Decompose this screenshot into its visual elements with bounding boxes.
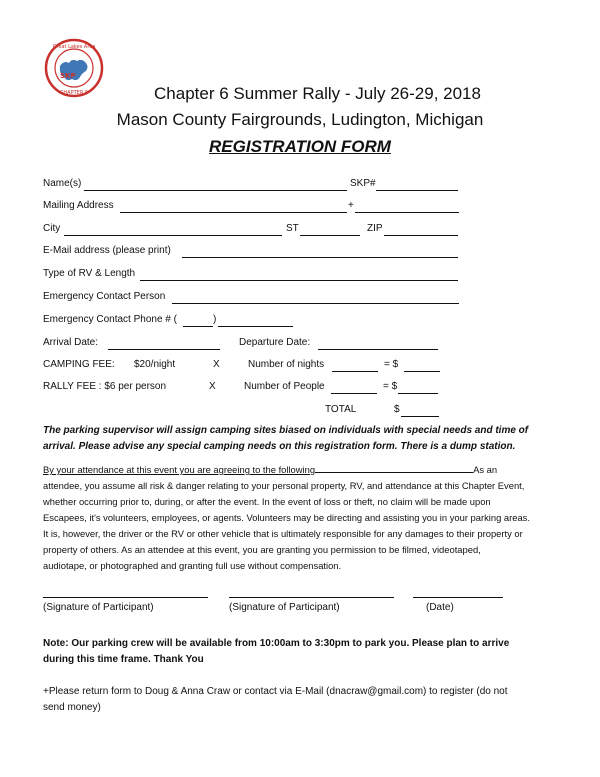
camping-times: X [213,359,220,370]
rally-equals: = $ [383,381,398,392]
footer-line-1: +Please return form to Doug & Anna Craw or contact via E-Mail (dnacraw@gmail.com) to register (do not [43,686,508,697]
nights-field[interactable] [332,371,378,372]
people-label: Number of People [244,381,325,392]
waiver-line-5: It is, however, the driver or the RV or other vehicle that is ultimately responsible for any damages to their property or [43,528,523,539]
waiver-line-6: property of others. As an attendee at this event, you are granting you permission to be filmed, videotaped, [43,544,481,555]
camping-fee-label: CAMPING FEE: [43,359,115,370]
area-code-field[interactable] [183,326,213,327]
date-line[interactable] [413,597,503,598]
date-caption: (Date) [426,602,454,613]
rally-total-field[interactable] [398,393,438,394]
form-title: REGISTRATION FORM [209,137,391,156]
rv-type-label: Type of RV & Length [43,268,136,279]
zip-field[interactable] [384,235,458,236]
mailing-extra-field[interactable] [355,212,459,213]
waiver-blank[interactable] [315,463,473,473]
note-line-2: during this time frame. Thank You [43,654,204,665]
grand-total-field[interactable] [401,416,439,417]
plus-marker: + [348,200,354,211]
arrival-field[interactable] [108,349,220,350]
waiver-line-1 [43,462,573,478]
camping-total-field[interactable] [404,371,440,372]
city-field[interactable] [64,235,282,236]
mailing-label: Mailing Address [43,200,114,211]
footer-line-2: send money) [43,702,101,713]
people-field[interactable] [331,393,377,394]
emergency-phone-label: Emergency Contact Phone # ( [43,314,177,325]
emergency-person-label: Emergency Contact Person [43,291,166,302]
arrival-label: Arrival Date: [43,337,99,348]
rally-location: Mason County Fairgrounds, Ludington, Michigan [116,110,484,129]
state-field[interactable] [300,235,360,236]
waiver-line-2: attendee, you assume all risk & danger relating to your personal property, RV, and attendance at this Chapter Event, [43,480,525,491]
skp-field[interactable] [376,190,458,191]
waiver-line-7: audiotape, or photographed and granting full use without compensation. [43,560,342,571]
names-label: Name(s) [43,178,82,189]
camping-rate: $20/night [134,359,176,370]
mailing-field[interactable] [120,212,347,213]
total-dollar: $ [394,404,400,415]
departure-field[interactable] [318,349,438,350]
rv-type-field[interactable] [140,280,458,281]
nights-label: Number of nights [248,359,325,370]
rally-times: X [209,381,216,392]
phone-paren-close: ) [213,314,217,325]
logo-ring-text-top: Great Lakes Area [52,44,96,50]
note-line-1: Note: Our parking crew will be available from 10:00am to 3:30pm to park you. Please plan to arrive [43,638,510,649]
parking-note [43,636,563,668]
city-label: City [43,223,61,234]
zip-label: ZIP [367,223,383,234]
total-label: TOTAL [325,404,357,415]
names-field[interactable] [84,190,347,191]
phone-number-field[interactable] [218,326,293,327]
skp-label: SKP# [350,178,376,189]
signature-2-caption: (Signature of Participant) [229,602,340,613]
emergency-person-field[interactable] [172,303,459,304]
parking-notice: The parking supervisor will assign camping sites biased on individuals with special needs and time of arrival. Please advise any special camping needs on this registration form. There is a dump station. [43,425,529,452]
waiver-as-an: As an [473,464,498,475]
signature-1-caption: (Signature of Participant) [43,602,154,613]
waiver-line-3: whether occurring prior to, during, or after the event. In the event of loss or theft, no claim will be made upon [43,496,491,507]
departure-label: Departure Date: [239,337,311,348]
signature-1-line[interactable] [43,597,208,598]
logo-letters: SKP [60,72,76,80]
signature-2-line[interactable] [229,597,394,598]
rally-title: Chapter 6 Summer Rally - July 26-29, 2018 [154,84,481,103]
return-instructions [43,684,563,716]
logo-ring-text-bottom: CHAPTER 6 [59,90,89,96]
camping-equals: = $ [384,359,399,370]
rally-fee-label: RALLY FEE : $6 per person [43,381,167,392]
waiver-line-4: Escapees, it's volunteers, employees, or agents. Volunteers may be directing and assisting you in your parking areas. [43,512,530,523]
email-field[interactable] [182,257,458,258]
state-label: ST [286,223,299,234]
waiver-lead: By your attendance at this event you are agreeing to the following [43,464,316,475]
email-label: E-Mail address (please print) [43,245,171,256]
waiver-text [43,462,573,574]
